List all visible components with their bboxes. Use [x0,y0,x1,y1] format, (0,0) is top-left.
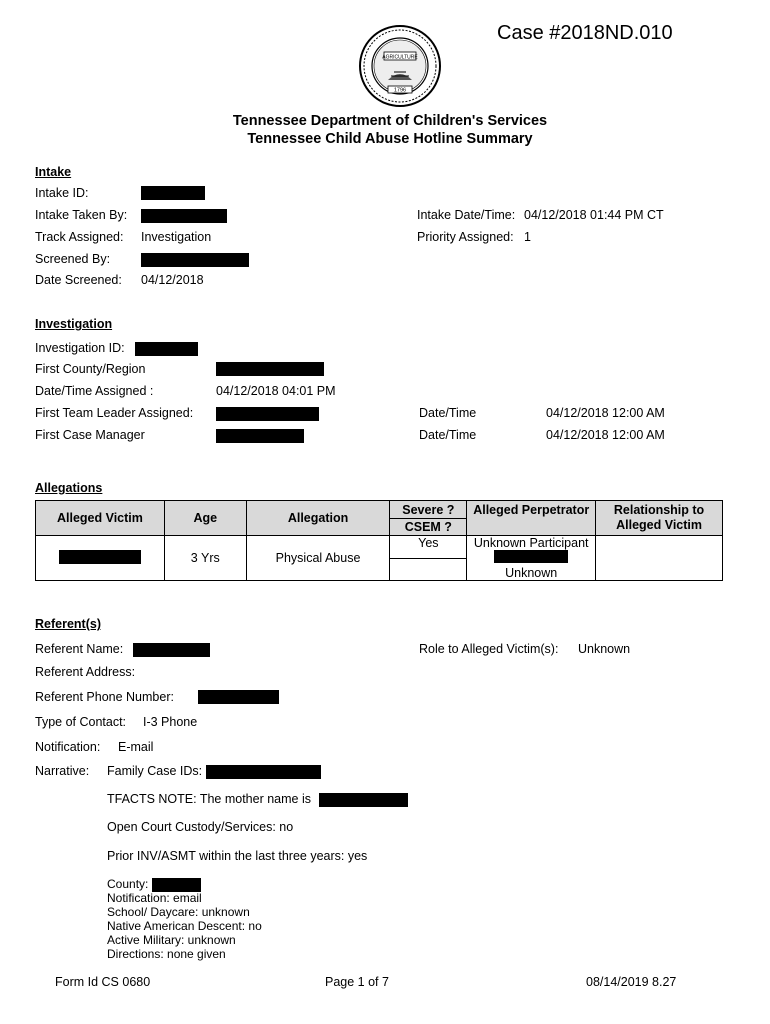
document-title: Tennessee Department of Children's Services [232,113,548,129]
notification-label: Notification: [35,740,101,754]
first-county-label: First County/Region [35,362,146,376]
col-csem: CSEM ? [390,519,467,536]
case-number: Case #2018ND.010 [497,22,673,44]
team-leader-datetime-value: 04/12/2018 12:00 AM [546,406,665,420]
county-redaction [152,878,201,892]
narrative-label: Narrative: [35,764,90,778]
notification-line: Notification: email [107,891,202,905]
directions-line: Directions: none given [107,947,226,961]
case-manager-label: First Case Manager [35,428,145,442]
relationship-cell [596,536,723,581]
county-label: County: [107,877,149,891]
school-line: School/ Daycare: unknown [107,905,250,919]
family-case-ids-label: Family Case IDs: [107,764,203,778]
col-allegation: Allegation [246,501,390,536]
perpetrator-redaction [494,550,568,563]
track-assigned-label: Track Assigned: [35,230,124,244]
col-relationship: Relationship to Alleged Victim [596,501,723,536]
team-leader-label: First Team Leader Assigned: [35,406,194,420]
col-alleged-perpetrator: Alleged Perpetrator [467,501,596,536]
military-line: Active Military: unknown [107,933,236,947]
role-value: Unknown [578,642,631,656]
col-severe: Severe ? [390,501,467,519]
seal-year: 1796 [393,87,407,94]
team-leader-datetime-label: Date/Time [419,406,477,420]
priority-value: 1 [524,230,531,244]
first-county-redaction [216,362,324,376]
date-screened-value: 04/12/2018 [141,273,204,287]
investigation-heading: Investigation [35,317,113,331]
investigation-id-label: Investigation ID: [35,341,125,355]
mother-name-redaction [319,793,408,807]
referent-name-label: Referent Name: [35,642,124,656]
allegations-heading: Allegations [35,481,103,495]
footer-form-id: Form Id CS 0680 [55,975,151,989]
perpetrator-line-2: Unknown [505,566,558,580]
case-manager-datetime-label: Date/Time [419,428,477,442]
family-case-ids-redaction [206,765,321,779]
seal-text: AGRICULTURE [382,54,418,61]
perpetrator-line-1: Unknown Participant [473,536,589,550]
intake-datetime-label: Intake Date/Time: [417,208,516,222]
investigation-id-redaction [135,342,198,356]
referent-phone-redaction [198,690,279,704]
csem-cell [390,558,467,581]
document-subtitle: Tennessee Child Abuse Hotline Summary [247,131,533,147]
intake-taken-by-label: Intake Taken By: [35,208,128,222]
type-of-contact-value: I-3 Phone [143,715,198,729]
footer-date: 08/14/2019 8.27 [586,975,677,989]
victim-cell [36,536,165,581]
screened-by-redaction [141,253,249,267]
team-leader-redaction [216,407,319,421]
severe-cell: Yes [390,536,467,559]
tennessee-seal-icon [358,24,442,108]
case-manager-datetime-value: 04/12/2018 12:00 AM [546,428,665,442]
date-screened-label: Date Screened: [35,273,122,287]
referent-name-redaction [133,643,210,657]
screened-by-label: Screened By: [35,252,111,266]
col-alleged-victim: Alleged Victim [36,501,165,536]
native-line: Native American Descent: no [107,919,262,933]
prior-inv-line: Prior INV/ASMT within the last three years: yes [107,849,368,863]
open-court-line: Open Court Custody/Services: no [107,820,294,834]
intake-datetime-value: 04/12/2018 01:44 PM CT [524,208,664,222]
allegation-cell: Physical Abuse [246,536,390,581]
tfacts-note: TFACTS NOTE: The mother name is [107,792,311,806]
intake-taken-by-redaction [141,209,227,223]
datetime-assigned-label: Date/Time Assigned : [35,384,154,398]
role-label: Role to Alleged Victim(s): [419,642,559,656]
intake-id-label: Intake ID: [35,186,89,200]
footer-page: Page 1 of 7 [325,975,389,989]
perpetrator-cell [467,536,596,581]
allegations-table [35,500,723,581]
case-manager-redaction [216,429,304,443]
age-cell: 3 Yrs [164,536,246,581]
intake-id-redaction [141,186,205,200]
datetime-assigned-value: 04/12/2018 04:01 PM [216,384,336,398]
referent-address-label: Referent Address: [35,665,136,679]
priority-label: Priority Assigned: [417,230,514,244]
notification-value: E-mail [118,740,154,754]
victim-redaction [59,550,141,564]
col-age: Age [164,501,246,536]
track-assigned-value: Investigation [141,230,212,244]
referent-phone-label: Referent Phone Number: [35,690,174,704]
type-of-contact-label: Type of Contact: [35,715,127,729]
intake-heading: Intake [35,165,72,179]
referents-heading: Referent(s) [35,617,101,631]
